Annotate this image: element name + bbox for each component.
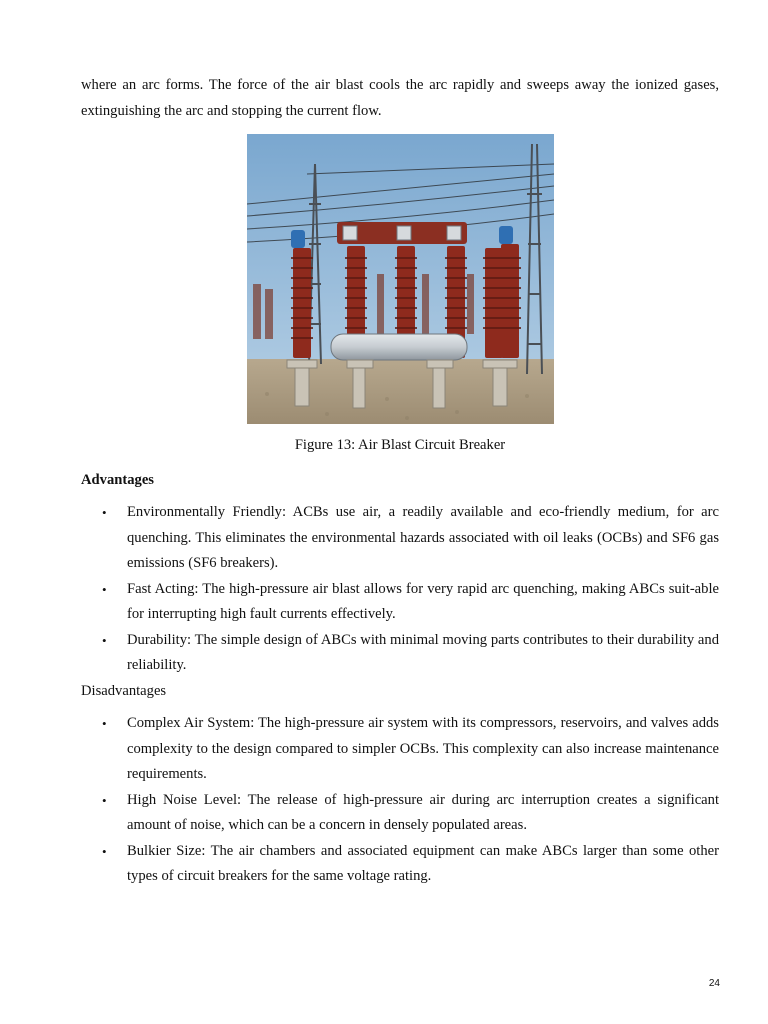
list-item [81, 839, 719, 890]
list-item-text: Fast Acting: The high-pressure air blast allows for very rapid arc quenching, making ABCs suit-able for interrupting high fault currents effectively. [127, 580, 719, 622]
list-item-text: Bulkier Size: The air chambers and associated equipment can make ABCs larger than some other types of circuit breakers for the same voltage rating. [127, 842, 719, 884]
list-item-text: Environmentally Friendly: ACBs use air, a readily available and eco-friendly medium, for arc quenching. This eliminates the environmental hazards associated with oil leaks (OCBs) and SF6 gas emissions (SF6 breakers). [127, 504, 719, 571]
advantages-list [81, 500, 719, 679]
bullet-icon: • [102, 581, 107, 597]
list-item [81, 577, 719, 628]
intro-paragraph: where an arc forms. The force of the air blast cools the arc rapidly and sweeps away the ionized gases, extinguishing the arc and stopping the current flow. [81, 77, 719, 119]
bullet-icon: • [102, 843, 107, 859]
bullet-icon: • [102, 632, 107, 648]
list-item [81, 711, 719, 788]
list-item [81, 788, 719, 839]
bullet-icon: • [102, 792, 107, 808]
page-number: 24 [708, 978, 720, 989]
list-item-text: High Noise Level: The release of high-pressure air during arc interruption creates a significant amount of noise, which can be a concern in densely populated areas. [127, 791, 719, 833]
bullet-icon: • [102, 716, 107, 731]
list-item-text: Complex Air System: The high-pressure air system with its compressors, reservoirs, and valves adds complexity to the design compared to simpler OCBs. This complexity can also increase maintenance requirements. [127, 715, 719, 782]
figure-caption: Figure 13: Air Blast Circuit Breaker [294, 437, 506, 453]
list-item [81, 628, 719, 679]
figure-image [247, 134, 554, 424]
bullet-icon: • [102, 505, 107, 520]
list-item-text: Durability: The simple design of ABCs with minimal moving parts contributes to their durability and reliability. [127, 631, 719, 673]
page-content [81, 73, 719, 890]
advantages-heading: Advantages [81, 471, 154, 488]
disadvantages-heading: Disadvantages [81, 682, 167, 699]
list-item [81, 500, 719, 577]
figure [81, 134, 719, 459]
disadvantages-list [81, 711, 719, 890]
